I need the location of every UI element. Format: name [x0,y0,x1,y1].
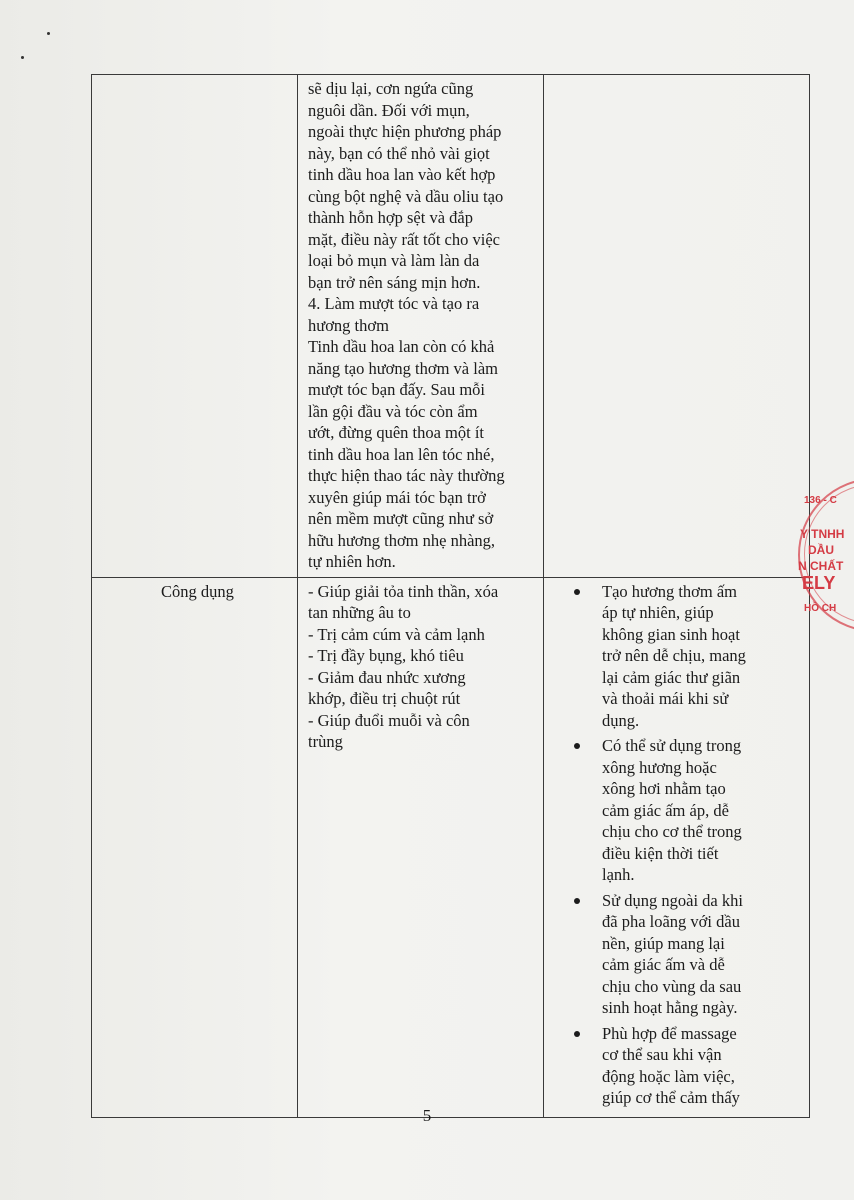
text-line: xông hơi nhằm tạo [602,779,726,798]
text-line: cảm giác ấm áp, dễ [602,800,729,820]
product-info-table [91,74,810,1118]
stamp-text: 136 - C [804,495,837,506]
table-row [92,577,810,1117]
row2-label-cell [92,577,298,1117]
row1-description-text [306,78,535,573]
text-line: khớp, điều trị chuột rút [308,689,461,708]
text-line: bạn trở nên sáng mịn hơn. [308,272,481,292]
benefits-bullet-list [552,581,801,1109]
row2-uses-cell [298,577,544,1117]
text-line: hương thơm [308,315,389,335]
text-line: - Trị đầy bụng, khó tiêu [308,646,464,665]
bullet-icon [574,743,580,749]
text-line: nguôi dần. Đối với mụn, [308,100,470,120]
text-line: động hoặc làm việc, [602,1066,735,1086]
text-line: điều kiện thời tiết [602,843,719,863]
text-line: Tạo hương thơm ấm [602,581,737,601]
text-line: 4. Làm mượt tóc và tạo ra [308,294,480,313]
stamp-text: N CHẤT [798,559,844,573]
text-line: cảm giác ấm và dễ [602,955,725,974]
text-line: Sử dụng ngoài da khi [602,890,743,910]
text-line: - Giảm đau nhức xương [308,667,466,687]
text-line: cùng bột nghệ và dầu oliu tạo [308,186,504,206]
text-line: năng tạo hương thơm và làm [308,358,498,378]
text-line: - Giúp giải tỏa tinh thần, xóa [308,581,499,601]
paper-speck [21,56,24,59]
text-line: này, bạn có thể nhỏ vài giọt [308,143,490,163]
row1-description-cell [298,75,544,578]
text-line: lạnh. [602,865,635,884]
text-line: Phù hợp để massage [602,1023,737,1043]
text-line: trùng [308,732,343,751]
page-number: 5 [422,1106,432,1125]
row-label: Công dụng [161,581,234,601]
text-line: ướt, đừng quên thoa một ít [308,423,485,442]
text-line: đã pha loãng với dầu [602,912,740,931]
list-item [552,735,801,886]
text-line: xông hương hoặc [602,757,717,777]
text-line: tan những âu to [308,603,411,622]
text-line: mặt, điều này rất tốt cho việc [308,229,500,249]
text-line: thực hiện thao tác này thường [308,466,505,485]
text-line: xuyên giúp mái tóc bạn trở [308,487,486,507]
text-line: tinh dầu hoa lan lên tóc nhé, [308,444,495,464]
text-line: Có thể sử dụng trong [602,736,742,755]
text-line: nên mềm mượt cũng như sở [308,509,494,528]
text-line: lại cảm giác thư giãn [602,667,741,687]
text-line: Tinh dầu hoa lan còn có khả [308,337,495,356]
company-stamp [798,478,854,628]
bullet-icon [574,1031,580,1037]
list-item [552,581,801,732]
row2-benefits-cell [544,577,810,1117]
text-line: - Giúp đuổi muỗi và côn [308,710,470,730]
stamp-text: ELY [802,573,836,593]
bullet-icon [574,898,580,904]
stamp-text: DẦU [808,543,834,557]
list-item [552,1023,801,1109]
text-line: sinh hoạt hằng ngày. [602,998,738,1017]
list-item [552,890,801,1019]
table-row [92,75,810,578]
text-line: hữu hương thơm nhẹ nhàng, [308,530,496,550]
uses-list-text [306,581,535,753]
text-line: dụng. [602,710,640,730]
bullet-icon [574,589,580,595]
text-line: mượt tóc bạn đấy. Sau mỗi [308,380,485,399]
text-line: ngoài thực hiện phương pháp [308,122,502,141]
text-line: không gian sinh hoạt [602,624,740,644]
text-line: loại bỏ mụn và làm làn da [308,251,480,270]
text-line: lần gội đầu và tóc còn ẩm [308,401,478,421]
text-line: thành hỗn hợp sệt và đắp [308,208,473,227]
text-line: nền, giúp mang lại [602,933,725,953]
text-line: giúp cơ thể cảm thấy [602,1088,740,1107]
row1-empty-cell [544,75,810,578]
text-line: tinh dầu hoa lan vào kết hợp [308,165,496,184]
text-line: chịu cho vùng da sau [602,976,742,996]
stamp-text: Y TNHH [800,527,845,541]
text-line: tự nhiên hơn. [308,552,396,571]
text-line: áp tự nhiên, giúp [602,603,714,622]
row1-label-cell [92,75,298,578]
text-line: trở nên dễ chịu, mang [602,646,746,665]
text-line: và thoải mái khi sử [602,689,729,708]
paper-speck [47,32,50,35]
text-line: sẽ dịu lại, cơn ngứa cũng [308,79,474,98]
stamp-text: HỒ CH [804,603,837,614]
text-line: - Trị cảm cúm và cảm lạnh [308,624,485,644]
text-line: chịu cho cơ thể trong [602,822,742,841]
text-line: cơ thể sau khi vận [602,1045,722,1064]
